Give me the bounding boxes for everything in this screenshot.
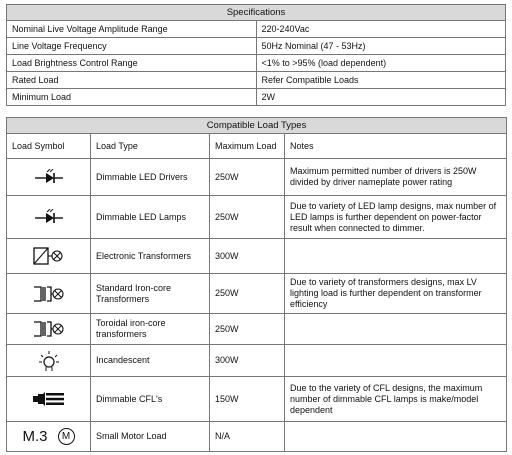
notes: Due to variety of LED lamp designs, max number of LED lamps is further dependent on power-factor result when connected to dimmer. bbox=[285, 196, 507, 239]
load-type: Dimmable CFL's bbox=[91, 377, 210, 422]
spec-label: Nominal Live Voltage Amplitude Range bbox=[7, 21, 257, 38]
table-row bbox=[7, 239, 507, 274]
table-row bbox=[7, 196, 507, 239]
spec-label: Load Brightness Control Range bbox=[7, 55, 257, 72]
led-driver-icon bbox=[7, 159, 91, 196]
notes: Due to the variety of CFL designs, the maximum number of dimmable CFL lamps is make/model dependent bbox=[285, 377, 507, 422]
cfl-icon bbox=[7, 377, 91, 422]
load-type: Toroidal iron-core transformers bbox=[91, 314, 210, 345]
notes: Maximum permitted number of drivers is 250W divided by driver nameplate power rating bbox=[285, 159, 507, 196]
notes bbox=[285, 345, 507, 377]
motor-icon bbox=[7, 422, 91, 452]
max-load: 300W bbox=[210, 345, 285, 377]
max-load: 250W bbox=[210, 314, 285, 345]
max-load: 300W bbox=[210, 239, 285, 274]
table-row bbox=[7, 314, 507, 345]
load-type: Electronic Transformers bbox=[91, 239, 210, 274]
compatible-loads-table bbox=[6, 117, 507, 452]
header-load-type: Load Type bbox=[91, 134, 210, 159]
toroidal-transformer-icon bbox=[7, 314, 91, 345]
load-type: Dimmable LED Drivers bbox=[91, 159, 210, 196]
iron-core-transformer-icon bbox=[7, 274, 91, 314]
max-load: 250W bbox=[210, 196, 285, 239]
electronic-transformer-icon bbox=[7, 239, 91, 274]
load-type: Standard Iron-core Transformers bbox=[91, 274, 210, 314]
spec-label: Line Voltage Frequency bbox=[7, 38, 257, 55]
max-load: 250W bbox=[210, 159, 285, 196]
header-notes: Notes bbox=[285, 134, 507, 159]
header-load-symbol: Load Symbol bbox=[7, 134, 91, 159]
motor-circle-symbol: M bbox=[58, 428, 75, 445]
notes bbox=[285, 314, 507, 345]
max-load: 150W bbox=[210, 377, 285, 422]
load-type: Dimmable LED Lamps bbox=[91, 196, 210, 239]
load-type: Small Motor Load bbox=[91, 422, 210, 452]
header-maximum-load: Maximum Load bbox=[210, 134, 285, 159]
led-lamp-icon bbox=[7, 196, 91, 239]
table-row bbox=[7, 274, 507, 314]
table-row bbox=[7, 422, 507, 452]
incandescent-icon bbox=[7, 345, 91, 377]
spec-value: Refer Compatible Loads bbox=[256, 72, 506, 89]
spec-value: <1% to >95% (load dependent) bbox=[256, 55, 506, 72]
spec-value: 220-240Vac bbox=[256, 21, 506, 38]
table-row bbox=[7, 159, 507, 196]
specifications-table bbox=[6, 4, 506, 106]
compatible-loads-title: Compatible Load Types bbox=[7, 118, 507, 134]
table-row bbox=[7, 377, 507, 422]
notes bbox=[285, 422, 507, 452]
spec-value: 50Hz Nominal (47 - 53Hz) bbox=[256, 38, 506, 55]
specifications-title: Specifications bbox=[7, 5, 506, 21]
spec-label: Rated Load bbox=[7, 72, 257, 89]
spec-label: Minimum Load bbox=[7, 89, 257, 106]
motor-symbol-text: M.3 bbox=[22, 428, 48, 445]
max-load: 250W bbox=[210, 274, 285, 314]
notes bbox=[285, 239, 507, 274]
notes: Due to variety of transformers designs, max LV lighting load is further dependent on transformer efficiency bbox=[285, 274, 507, 314]
spec-value: 2W bbox=[256, 89, 506, 106]
table-row bbox=[7, 345, 507, 377]
load-type: Incandescent bbox=[91, 345, 210, 377]
max-load: N/A bbox=[210, 422, 285, 452]
